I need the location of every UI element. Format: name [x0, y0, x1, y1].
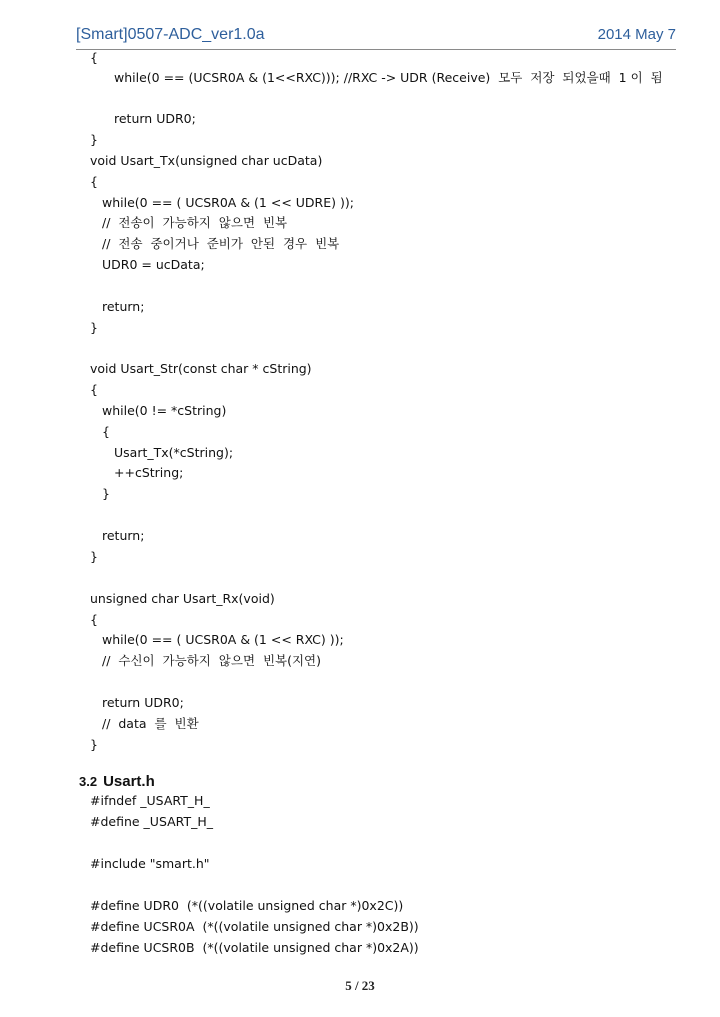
code-line: UDR0 = ucData;: [102, 257, 205, 272]
code-line: {: [90, 50, 98, 65]
document-title: [Smart]0507-ADC_ver1.0a: [76, 26, 265, 43]
code-line: #define UCSR0A (*((volatile unsigned char *)0x2B)): [90, 919, 419, 934]
code-line: unsigned char Usart_Rx(void): [90, 591, 275, 606]
code-line: // 전송 중이거나 준비가 안된 경우 빈복: [102, 236, 340, 251]
code-line: return;: [102, 528, 145, 543]
code-line: // data 를 빈환: [102, 716, 199, 731]
code-line: #define _USART_H_: [90, 814, 213, 829]
code-line: }: [102, 486, 110, 501]
code-line: // 전송이 가능하지 않으면 빈복: [102, 215, 288, 230]
code-line: #define UCSR0B (*((volatile unsigned char *)0x2A)): [90, 940, 419, 955]
code-line: }: [90, 737, 98, 752]
header-rule: [76, 49, 676, 50]
page-header: [0, 22, 720, 52]
code-line: return;: [102, 299, 145, 314]
section-heading: [79, 773, 155, 791]
code-line: // 수신이 가능하지 않으면 빈복(지연): [102, 653, 322, 668]
code-line: void Usart_Tx(unsigned char ucData): [90, 153, 323, 168]
code-line: }: [90, 132, 98, 147]
code-line: while(0 != *cString): [102, 403, 227, 418]
code-line: {: [90, 382, 98, 397]
code-line: return UDR0;: [114, 111, 196, 126]
code-line: Usart_Tx(*cString);: [114, 445, 234, 460]
code-line: {: [90, 174, 98, 189]
code-line: {: [90, 612, 98, 627]
code-line: while(0 == ( UCSR0A & (1 << RXC) ));: [102, 632, 344, 647]
code-line: while(0 == ( UCSR0A & (1 << UDRE) ));: [102, 195, 354, 210]
code-line: #include "smart.h": [90, 856, 210, 871]
code-line: }: [90, 549, 98, 564]
code-line: }: [90, 320, 98, 335]
section-title: Usart.h: [103, 773, 155, 790]
code-line: return UDR0;: [102, 695, 184, 710]
code-line: {: [102, 424, 110, 439]
code-line: void Usart_Str(const char * cString): [90, 361, 312, 376]
code-line: while(0 == (UCSR0A & (1<<RXC))); //RXC -> UDR (Receive) 모두 저장 되었을때 1 이 됨: [114, 70, 663, 85]
page-number: 5 / 23: [345, 978, 375, 993]
code-line: #define UDR0 (*((volatile unsigned char *)0x2C)): [90, 898, 404, 913]
code-line: ++cString;: [114, 465, 184, 480]
document-date: 2014 May 7: [597, 26, 676, 43]
section-number: 3.2: [79, 774, 98, 789]
code-line: #ifndef _USART_H_: [90, 793, 210, 808]
